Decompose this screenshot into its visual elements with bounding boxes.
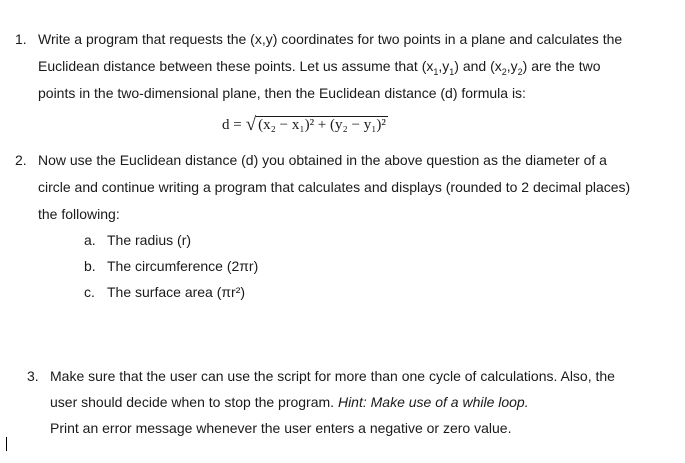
q2-item-b-text: The circumference (2πr) <box>107 258 259 274</box>
q2-item-b-marker: b. <box>84 258 96 274</box>
text-cursor <box>6 437 7 451</box>
q2-line-3: the following: <box>38 206 120 222</box>
formula-lhs: d = <box>222 116 242 133</box>
q2-item-c-text: The surface area (πr²) <box>107 284 246 300</box>
q1-line-3: points in the two-dimensional plane, then the Euclidean distance (d) formula is: <box>38 85 526 101</box>
q3-number: 3. <box>27 368 39 384</box>
formula-radicand: (x₂ − x₁)² + (y₂ − y₁)² <box>258 117 386 133</box>
q3-hint: Hint: Make use of a while loop. <box>337 394 529 410</box>
q3-line-1: Make sure that the user can use the script for more than one cycle of calculations. Also, the <box>50 368 615 384</box>
q2-item-a-marker: a. <box>84 232 96 248</box>
q1-number: 1. <box>15 31 27 47</box>
q3-line-2-text: user should decide when to stop the program. <box>50 394 338 410</box>
q2-item-c-marker: c. <box>84 284 95 300</box>
q3-line-2 <box>50 394 529 410</box>
q2-number: 2. <box>15 152 27 168</box>
q1-line-2: Euclidean distance between these points. Let us assume that $(x_1,y_1)$ and $(x_2,y_2)$ are the two <box>38 58 601 77</box>
sqrt-icon: √ <box>245 114 257 135</box>
euclidean-distance-formula <box>222 114 388 136</box>
q1-line-1: Write a program that requests the (x,y) coordinates for two points in a plane and calculates the <box>38 31 623 47</box>
q2-line-1: Now use the Euclidean distance (d) you obtained in the above question as the diameter of a <box>38 152 607 168</box>
q2-item-a-text: The radius (r) <box>107 232 192 248</box>
q3-line-3: Print an error message whenever the user enters a negative or zero value. <box>50 420 512 436</box>
q2-line-2: circle and continue writing a program that calculates and displays (rounded to 2 decimal places) <box>38 179 631 195</box>
